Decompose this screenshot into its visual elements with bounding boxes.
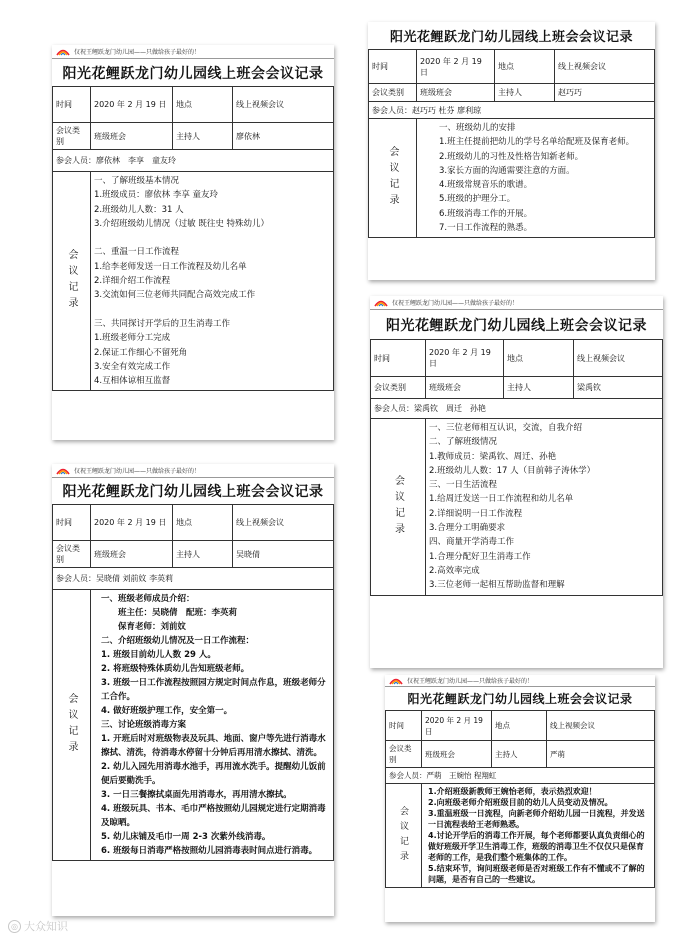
meeting-type-value: 班级班会 bbox=[426, 377, 504, 399]
record-row bbox=[53, 172, 334, 391]
record-line: 班主任：吴晓倩 配班：李英莉 bbox=[101, 608, 238, 618]
place-value: 线上视频会议 bbox=[555, 50, 655, 84]
place-label: 地点 bbox=[504, 340, 574, 377]
attendees-value: 廖依林 李享 童友玲 bbox=[96, 156, 176, 165]
meeting-type-label: 会议类别 bbox=[53, 123, 91, 150]
record-line: 四、商量开学消毒工作 bbox=[429, 537, 515, 548]
meeting-record-c bbox=[370, 296, 663, 668]
banner-text: 仅祝王鲤跃龙门幼儿园——只做给孩子最好的！ bbox=[392, 300, 519, 307]
record-lines bbox=[429, 421, 659, 593]
place-value: 线上视频会议 bbox=[233, 87, 334, 123]
attendees-cell bbox=[386, 768, 655, 784]
time-row bbox=[371, 340, 663, 377]
record-row bbox=[369, 119, 655, 238]
host-label: 主持人 bbox=[492, 741, 547, 768]
watermark bbox=[8, 918, 68, 934]
meeting-record-a bbox=[52, 45, 334, 440]
date-value: 2020 年 2 月 19 日 bbox=[417, 50, 495, 84]
kindergarten-logo-icon bbox=[389, 676, 403, 685]
record-line: 5. 幼儿床铺及毛巾一周 2-3 次紫外线消毒。 bbox=[101, 832, 271, 842]
place-label: 地点 bbox=[495, 50, 555, 84]
record-content bbox=[426, 419, 663, 596]
record-line: 4.互相体谅相互监督 bbox=[94, 376, 171, 387]
record-line: 3.介绍班级幼儿情况（过敏 既往史 特殊幼儿） bbox=[94, 218, 270, 229]
record-line: 1.给周迁发送一日工作流程和幼儿名单 bbox=[429, 494, 574, 505]
record-line: 一、了解班级基本情况 bbox=[94, 176, 180, 186]
record-line: 3.重温班级一日流程，向新老师介绍幼儿园一日流程，并发送一日流程表给王老师熟悉。 bbox=[428, 809, 645, 829]
record-line bbox=[94, 231, 330, 245]
host-value: 赵巧巧 bbox=[555, 84, 655, 102]
record-label: 会议记录 bbox=[386, 784, 422, 888]
record-table bbox=[52, 504, 334, 861]
record-row bbox=[386, 784, 655, 888]
banner bbox=[370, 296, 663, 310]
document-title: 阳光花鲤跃龙门幼儿园线上班会会议记录 bbox=[407, 692, 633, 706]
record-line: 三、一日生活流程 bbox=[429, 480, 498, 491]
banner bbox=[385, 675, 655, 687]
document-title: 阳光花鲤跃龙门幼儿园线上班会会议记录 bbox=[386, 318, 647, 334]
record-line: 3.三位老师一起相互帮助监督和理解 bbox=[429, 580, 565, 591]
record-label: 会议记录 bbox=[53, 590, 91, 861]
meeting-type-value: 班级班会 bbox=[91, 541, 173, 568]
document-title: 阳光花鲤跃龙门幼儿园线上班会会议记录 bbox=[62, 484, 324, 500]
record-lines bbox=[101, 592, 330, 858]
host-label: 主持人 bbox=[495, 84, 555, 102]
record-lines bbox=[94, 174, 330, 388]
record-line: 2.向班级老师介绍班级目前的幼儿人员变动及情况。 bbox=[428, 798, 613, 807]
record-line: 4.讨论开学后的消毒工作开展，每个老师都要认真负责细心的做好班级开学卫生消毒工作，班级的消毒卫生不仅仅只是保育老师的工作，是我们整个班集体的工作。 bbox=[428, 831, 645, 862]
banner-text: 仅祝王鲤跃龙门幼儿园——只做给孩子最好的！ bbox=[74, 49, 201, 56]
attendees-value: 梁禹钦 周迁 孙艳 bbox=[414, 404, 486, 413]
type-row bbox=[386, 741, 655, 768]
attendees-row bbox=[371, 399, 663, 419]
record-line: 一、三位老师相互认识，交流，自我介绍 bbox=[429, 423, 583, 433]
meeting-type-label: 会议类别 bbox=[386, 741, 422, 768]
meeting-type-value: 班级班会 bbox=[417, 84, 495, 102]
record-line: 3. 一日三餐擦拭桌面先用消毒水，再用清水擦拭。 bbox=[101, 790, 292, 800]
record-line: 2.详细介绍工作流程 bbox=[94, 276, 171, 287]
record-line: 1.班级成员：廖依林 李享 童友玲 bbox=[94, 190, 219, 201]
time-label: 时间 bbox=[53, 505, 91, 541]
record-line: 7.一日工作流程的熟悉。 bbox=[439, 223, 533, 234]
type-row bbox=[53, 123, 334, 150]
time-row bbox=[53, 505, 334, 541]
record-table bbox=[368, 49, 655, 238]
attendees-cell bbox=[371, 399, 663, 419]
place-value: 线上视频会议 bbox=[233, 505, 334, 541]
banner-text: 仅祝王鲤跃龙门幼儿园——只做给孩子最好的！ bbox=[407, 678, 534, 685]
record-label: 会议记录 bbox=[371, 419, 426, 596]
record-table bbox=[52, 86, 334, 391]
attendees-label: 参会人员： bbox=[389, 771, 427, 780]
kindergarten-logo-icon bbox=[56, 47, 70, 56]
record-line: 2.详细说明一日工作流程 bbox=[429, 508, 523, 519]
record-line: 2. 将班级特殊体质幼儿告知班级老师。 bbox=[101, 664, 250, 674]
record-line bbox=[94, 303, 330, 317]
type-row bbox=[369, 84, 655, 102]
document-title: 阳光花鲤跃龙门幼儿园线上班会会议记录 bbox=[62, 66, 324, 82]
host-value: 梁禹钦 bbox=[574, 377, 663, 399]
meeting-type-value: 班级班会 bbox=[91, 123, 173, 150]
record-lines bbox=[428, 786, 651, 885]
watermark-icon: ◎ bbox=[8, 920, 21, 933]
meeting-type-value: 班级班会 bbox=[422, 741, 492, 768]
place-value: 线上视频会议 bbox=[574, 340, 663, 377]
place-label: 地点 bbox=[492, 711, 547, 741]
record-line: 2.班级幼儿人数：31 人 bbox=[94, 204, 184, 215]
record-lines bbox=[439, 121, 651, 235]
record-line: 2.保证工作细心不留死角 bbox=[94, 347, 188, 358]
watermark-text: 大众知识 bbox=[24, 920, 68, 933]
banner-text: 仅祝王鲤跃龙门幼儿园——只做给孩子最好的！ bbox=[74, 468, 201, 475]
record-line: 3.合理分工明确要求 bbox=[429, 523, 506, 534]
record-line: 1.给李老师发送一日工作流程及幼儿名单 bbox=[94, 261, 247, 272]
record-line: 3.交流如何三位老师共同配合高效完成工作 bbox=[94, 290, 256, 301]
record-line: 5.班级的护理分工。 bbox=[439, 194, 516, 205]
record-table bbox=[385, 710, 655, 888]
attendees-cell bbox=[369, 102, 655, 119]
kindergarten-logo-icon bbox=[374, 298, 388, 307]
record-line: 一、班级老师成员介绍： bbox=[101, 594, 195, 604]
record-line: 2.高效率完成 bbox=[429, 565, 480, 576]
type-row bbox=[53, 541, 334, 568]
record-content bbox=[417, 119, 655, 238]
banner bbox=[52, 464, 334, 478]
time-label: 时间 bbox=[371, 340, 426, 377]
record-line: 二、介绍班级幼儿情况及一日工作流程： bbox=[101, 636, 255, 646]
record-content bbox=[91, 590, 334, 861]
kindergarten-logo-icon bbox=[56, 466, 70, 475]
record-line: 1.合理分配好卫生消毒工作 bbox=[429, 551, 531, 562]
date-value: 2020 年 2 月 19 日 bbox=[91, 505, 173, 541]
record-line: 4. 班级玩具、书本、毛巾严格按照幼儿园规定进行定期消毒及晾晒。 bbox=[101, 804, 326, 828]
record-line: 1.班级老师分工完成 bbox=[94, 333, 171, 344]
attendees-value: 严萌 王婉怡 程翔虹 bbox=[426, 771, 497, 780]
record-line: 1. 班级目前幼儿人数 29 人。 bbox=[101, 650, 216, 660]
host-label: 主持人 bbox=[173, 123, 233, 150]
attendees-label: 参会人员： bbox=[372, 105, 412, 115]
attendees-row bbox=[386, 768, 655, 784]
record-line: 1.教师成员：梁禹钦、周迁、孙艳 bbox=[429, 451, 557, 462]
record-line: 三、共同探讨开学后的卫生消毒工作 bbox=[94, 318, 231, 329]
record-label: 会议记录 bbox=[369, 119, 417, 238]
time-label: 时间 bbox=[53, 87, 91, 123]
record-line: 二、重温一日工作流程 bbox=[94, 247, 180, 258]
record-row bbox=[371, 419, 663, 596]
record-line: 2. 幼儿入园先用消毒水池手，再用流水洗手。提醒幼儿饭前便后要勤洗手。 bbox=[101, 762, 326, 786]
time-label: 时间 bbox=[369, 50, 417, 84]
record-line: 3.家长方面的沟通需要注意的方面。 bbox=[439, 165, 575, 176]
attendees-label: 参会人员： bbox=[374, 404, 414, 413]
time-label: 时间 bbox=[386, 711, 422, 741]
place-label: 地点 bbox=[173, 505, 233, 541]
record-line: 保育老师：刘前妏 bbox=[101, 622, 187, 632]
meeting-record-d bbox=[52, 464, 334, 916]
meeting-type-label: 会议类别 bbox=[369, 84, 417, 102]
record-line: 4. 做好班级护理工作，安全第一。 bbox=[101, 706, 233, 716]
host-label: 主持人 bbox=[173, 541, 233, 568]
record-content bbox=[422, 784, 655, 888]
time-row bbox=[386, 711, 655, 741]
attendees-value: 赵巧巧 杜芬 廖利琼 bbox=[412, 105, 482, 115]
host-value: 廖依林 bbox=[233, 123, 334, 150]
banner bbox=[52, 45, 334, 59]
record-line: 1.介绍班级新教师王婉怡老师，表示热烈欢迎！ bbox=[428, 787, 597, 796]
record-line: 3. 班级一日工作流程按照园方规定时间点作息，班级老师分工合作。 bbox=[101, 678, 326, 702]
meeting-type-label: 会议类别 bbox=[371, 377, 426, 399]
record-row bbox=[53, 590, 334, 861]
record-line: 5.结束环节，询问班级老师是否对班级工作有不懂或不了解的问题，是否有自己的一些建议。 bbox=[428, 864, 645, 884]
meeting-record-e bbox=[385, 675, 655, 922]
host-value: 严萌 bbox=[547, 741, 655, 768]
place-value: 线上视频会议 bbox=[547, 711, 655, 741]
record-label: 会议记录 bbox=[53, 172, 91, 391]
host-label: 主持人 bbox=[504, 377, 574, 399]
record-line: 2.班级幼儿人数：17 人（目前韩子涛休学） bbox=[429, 465, 596, 476]
document-title: 阳光花鲤跃龙门幼儿园线上班会会议记录 bbox=[389, 30, 633, 45]
record-line: 1. 开班后时对班级物表及玩具、地面、窗户等先进行消毒水擦拭、清洗，待消毒水停留十分钟后再用清水擦拭、清洗。 bbox=[101, 734, 326, 758]
attendees-cell bbox=[53, 150, 334, 172]
record-line: 2.班级幼儿的习性及性格告知新老师。 bbox=[439, 151, 584, 162]
record-line: 6.班级消毒工作的开展。 bbox=[439, 208, 533, 219]
attendees-value: 吴晓倩 刘前妏 李英莉 bbox=[96, 574, 174, 583]
attendees-row bbox=[53, 150, 334, 172]
date-value: 2020 年 2 月 19 日 bbox=[422, 711, 492, 741]
meeting-type-label: 会议类别 bbox=[53, 541, 91, 568]
record-line: 4.班级常规音乐的歌谱。 bbox=[439, 180, 533, 191]
record-line: 一、班级幼儿的安排 bbox=[439, 123, 516, 133]
attendees-row bbox=[369, 102, 655, 119]
attendees-row bbox=[53, 568, 334, 590]
host-value: 吴晓倩 bbox=[233, 541, 334, 568]
record-content bbox=[91, 172, 334, 391]
meeting-record-b bbox=[368, 22, 655, 280]
attendees-label: 参会人员： bbox=[56, 574, 96, 583]
record-line: 二、了解班级情况 bbox=[429, 437, 498, 448]
type-row bbox=[371, 377, 663, 399]
attendees-label: 参会人员： bbox=[56, 156, 96, 165]
place-label: 地点 bbox=[173, 87, 233, 123]
time-row bbox=[369, 50, 655, 84]
time-row bbox=[53, 87, 334, 123]
attendees-cell bbox=[53, 568, 334, 590]
record-line: 3.安全有效完成工作 bbox=[94, 361, 171, 372]
record-line: 6. 班级每日消毒严格按照幼儿园消毒表时间点进行消毒。 bbox=[101, 846, 318, 856]
date-value: 2020 年 2 月 19 日 bbox=[426, 340, 504, 377]
date-value: 2020 年 2 月 19 日 bbox=[91, 87, 173, 123]
record-table bbox=[370, 339, 663, 596]
record-line: 1.班主任提前把幼儿的学号名单给配班及保育老师。 bbox=[439, 137, 635, 148]
record-line: 三、讨论班级消毒方案 bbox=[101, 720, 187, 730]
